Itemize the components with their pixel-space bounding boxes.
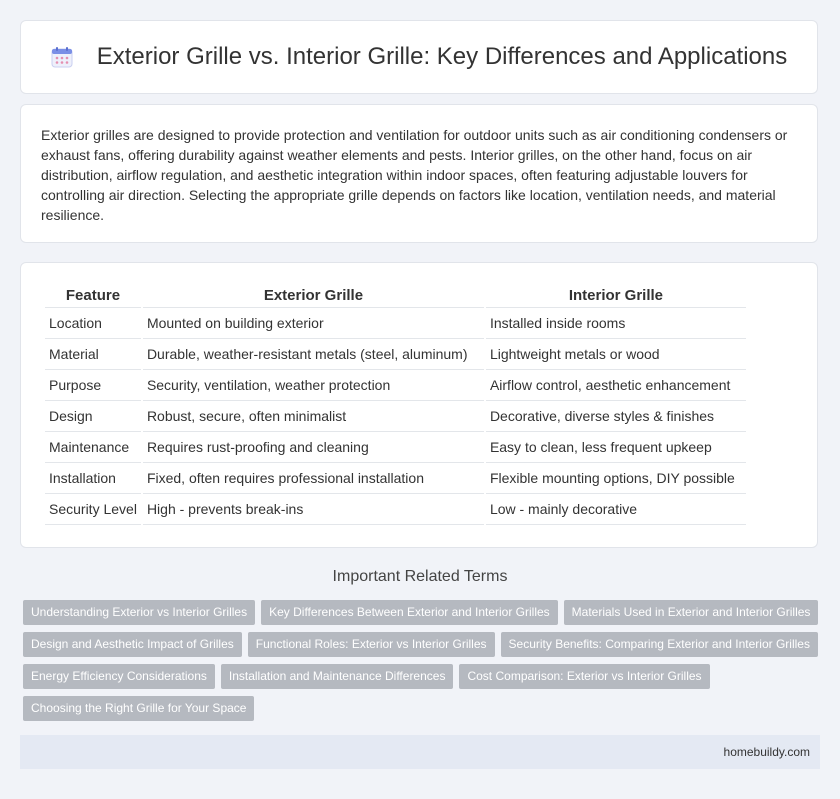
related-term-tag[interactable]: Cost Comparison: Exterior vs Interior Grilles bbox=[459, 664, 709, 689]
related-term-tag[interactable]: Security Benefits: Comparing Exterior and Interior Grilles bbox=[501, 632, 818, 657]
related-term-tag[interactable]: Choosing the Right Grille for Your Space bbox=[23, 696, 254, 721]
table-row bbox=[45, 308, 746, 339]
column-header-exterior: Exterior Grille bbox=[143, 284, 484, 308]
related-term-tag[interactable]: Understanding Exterior vs Interior Grilles bbox=[23, 600, 255, 625]
table-cell: Installation bbox=[45, 463, 141, 494]
title-card bbox=[20, 20, 818, 94]
table-cell: Location bbox=[45, 308, 141, 339]
table-header-row bbox=[45, 284, 746, 308]
table-cell: Maintenance bbox=[45, 432, 141, 463]
related-term-tag[interactable]: Energy Efficiency Considerations bbox=[23, 664, 215, 689]
table-cell: Airflow control, aesthetic enhancement bbox=[486, 370, 746, 401]
table-cell: Design bbox=[45, 401, 141, 432]
table-cell: Easy to clean, less frequent upkeep bbox=[486, 432, 746, 463]
related-term-tag[interactable]: Design and Aesthetic Impact of Grilles bbox=[23, 632, 242, 657]
page-title: Exterior Grille vs. Interior Grille: Key Differences and Applications bbox=[96, 43, 788, 70]
table-row bbox=[45, 463, 746, 494]
related-term-tag[interactable]: Installation and Maintenance Differences bbox=[221, 664, 454, 689]
table-cell: Durable, weather-resistant metals (steel, aluminum) bbox=[143, 339, 484, 370]
table-row bbox=[45, 401, 746, 432]
table-cell: Security, ventilation, weather protection bbox=[143, 370, 484, 401]
related-term-tag[interactable]: Key Differences Between Exterior and Interior Grilles bbox=[261, 600, 558, 625]
table-cell: Decorative, diverse styles & finishes bbox=[486, 401, 746, 432]
table-row bbox=[45, 339, 746, 370]
related-term-tag[interactable]: Materials Used in Exterior and Interior Grilles bbox=[564, 600, 819, 625]
footer bbox=[20, 735, 820, 769]
footer-site-link[interactable]: homebuildy.com bbox=[723, 745, 810, 759]
table-row bbox=[45, 370, 746, 401]
related-term-tag[interactable]: Functional Roles: Exterior vs Interior Grilles bbox=[248, 632, 495, 657]
table-cell: Installed inside rooms bbox=[486, 308, 746, 339]
column-header-interior: Interior Grille bbox=[486, 284, 746, 308]
related-terms-list bbox=[23, 600, 823, 721]
table-cell: Requires rust-proofing and cleaning bbox=[143, 432, 484, 463]
related-terms-title: Important Related Terms bbox=[332, 568, 508, 585]
table-cell: Low - mainly decorative bbox=[486, 494, 746, 525]
intro-text: Exterior grilles are designed to provide protection and ventilation for outdoor units such as air conditioning condensers or exhaust fans, offering durability against weather elements and pests. Interior grilles, on the other hand, focus on air distribution, airflow regulation, and aesthetic integration within indoor spaces, often featuring adjustable louvers for controlling air direction. Selecting the appropriate grille depends on factors like location, ventilation needs, and material resilience. bbox=[41, 127, 788, 223]
table-cell: High - prevents break-ins bbox=[143, 494, 484, 525]
table-cell: Fixed, often requires professional installation bbox=[143, 463, 484, 494]
table-cell: Purpose bbox=[45, 370, 141, 401]
table-cell: Flexible mounting options, DIY possible bbox=[486, 463, 746, 494]
comparison-table-card bbox=[20, 262, 818, 548]
table-cell: Mounted on building exterior bbox=[143, 308, 484, 339]
table-cell: Security Level bbox=[45, 494, 141, 525]
table-cell: Material bbox=[45, 339, 141, 370]
column-header-feature: Feature bbox=[45, 284, 141, 308]
comparison-table bbox=[43, 284, 748, 525]
intro-card bbox=[20, 104, 818, 243]
calendar-icon bbox=[51, 46, 73, 68]
table-cell: Lightweight metals or wood bbox=[486, 339, 746, 370]
table-row bbox=[45, 432, 746, 463]
table-row bbox=[45, 494, 746, 525]
table-cell: Robust, secure, often minimalist bbox=[143, 401, 484, 432]
